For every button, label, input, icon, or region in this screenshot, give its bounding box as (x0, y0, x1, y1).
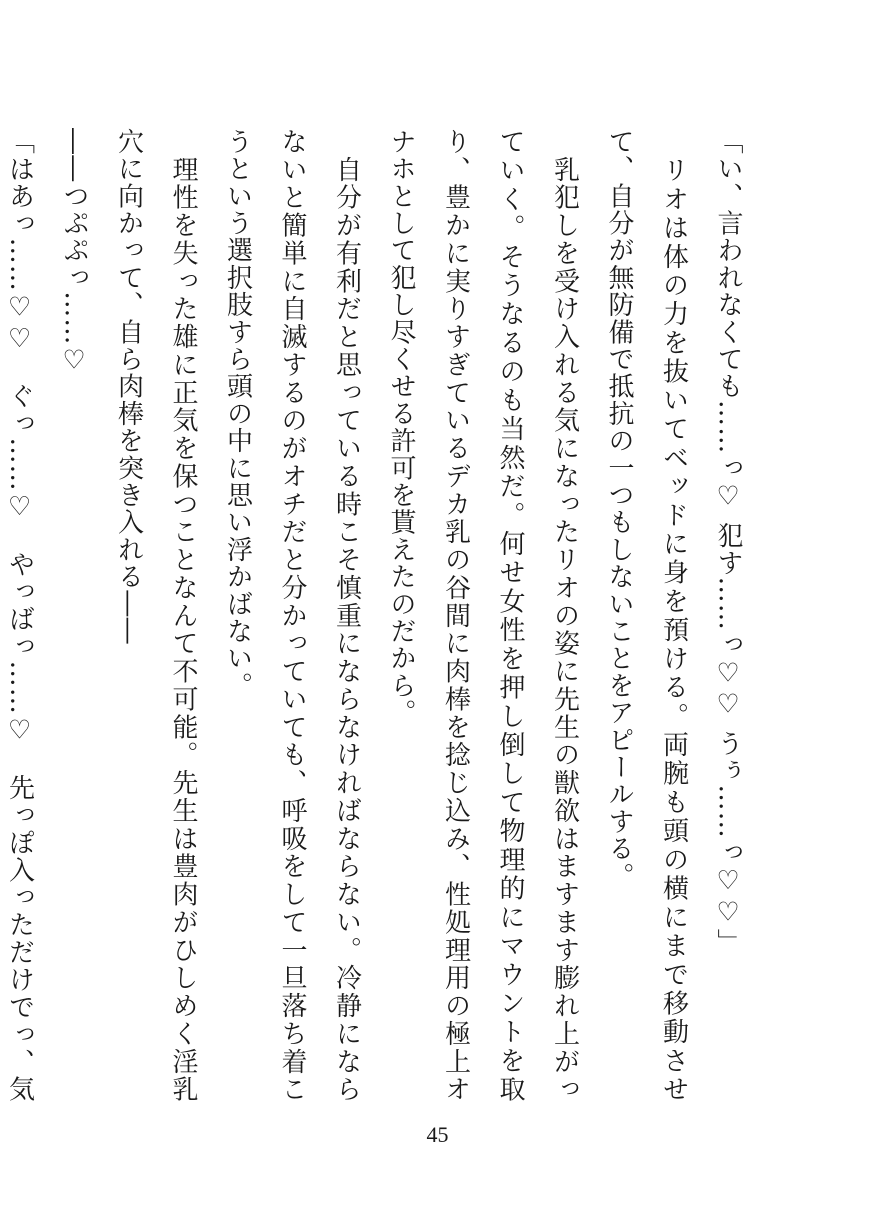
paragraph-4: 自分が有利だと思っている時こそ慎重にならなければならない。冷静にならないと簡単に自滅するのがオチだと分かっていても、呼吸をして一旦落ち着こうという選択肢すら頭の中に思い浮かばない。 (222, 128, 362, 1103)
paragraph-5: 理性を失った雄に正気を保つことなんて不可能。先生は豊肉がひしめく淫乳穴に向かって、自ら肉棒を突き入れる―― (113, 128, 198, 1103)
page-number: 45 (426, 1122, 449, 1147)
paragraph-1: 「い、言われなくても……っ♡ 犯す……っ♡♡ うぅ……っ♡♡」 (713, 128, 743, 956)
paragraph-3: 乳犯しを受け入れる気になったリオの姿に先生の獣欲はますます膨れ上がっていく。そうなるのも当然だ。何せ女性を押し倒して物理的にマウントを取り、豊かに実りすぎているデカ乳の谷間に肉棒を捻じ込み、性処理用の極上オナホとして犯し尽くせる許可を貰えたのだから。 (386, 128, 580, 1103)
vertical-text-body (4, 128, 755, 1103)
paragraph-2: リオは体の力を抜いてベッドに身を預ける。両腕も頭の横にまで移動させて、自分が無防備で抵抗の一つもしないことをアピールする。 (604, 128, 689, 1103)
paragraph-6: ――つぷぷっ……♡ (59, 128, 89, 377)
paragraph-7: 「はあっ……♡♡ ぐっ……♡ やっばっ……♡ 先っぽ入っただけでっ、気 (4, 128, 35, 1103)
